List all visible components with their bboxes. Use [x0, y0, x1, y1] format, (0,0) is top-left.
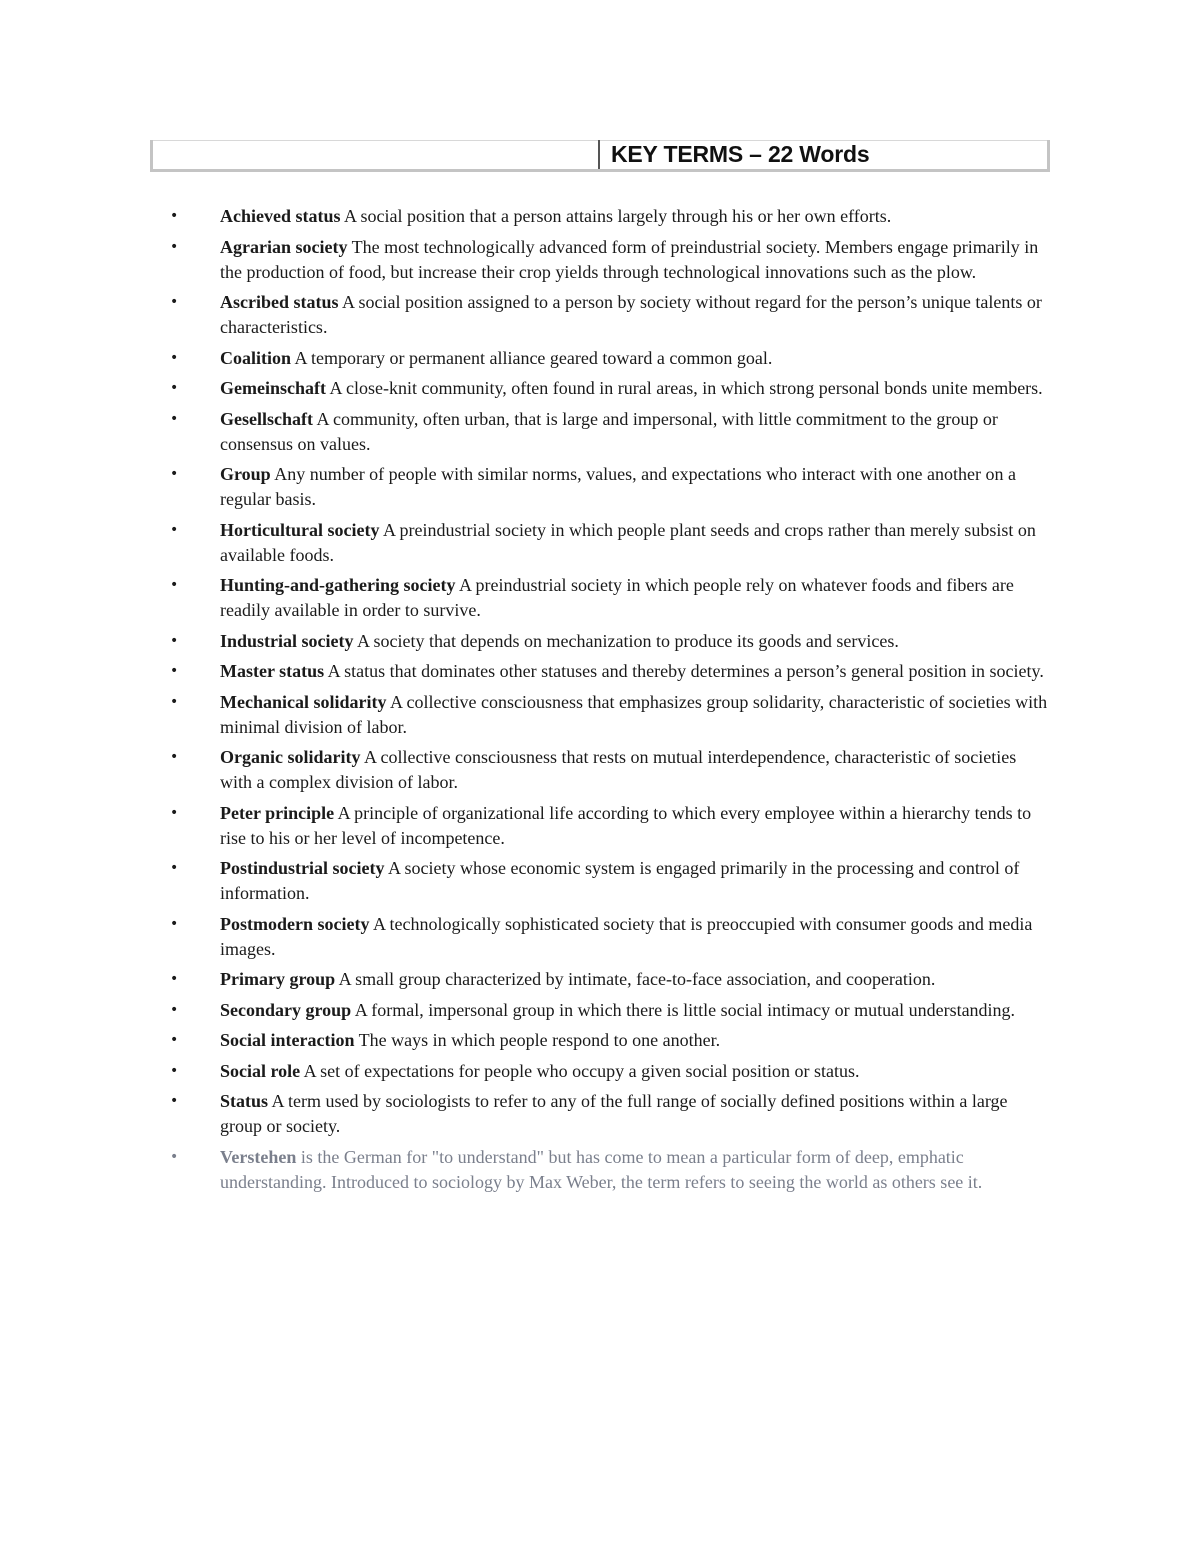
- term-word: Group: [220, 464, 271, 484]
- bullet-icon: •: [170, 632, 179, 649]
- term-word: Social role: [220, 1060, 301, 1081]
- term-word: Peter principle: [220, 802, 335, 823]
- term-definition: A set of expectations for people who occupy a given social position or status.: [303, 1060, 860, 1081]
- term-definition: A principle of organizational life according to which every employee within a hierarchy tends to rise to his or her level of incompetence.: [220, 802, 1032, 848]
- list-item: [0, 407, 1200, 457]
- bullet-icon: •: [170, 1093, 179, 1109]
- bullet-icon: •: [170, 1062, 179, 1079]
- term-definition: A technologically sophisticated society that is preoccupied with consumer goods and media images.: [220, 913, 1033, 959]
- bullet-icon: •: [170, 294, 179, 310]
- term-word: Postmodern society: [220, 913, 370, 934]
- list-item: [0, 745, 1200, 795]
- header-table: [150, 140, 1050, 172]
- term-definition: A society that depends on mechanization to produce its goods and services.: [357, 630, 899, 651]
- term-definition: A social position assigned to a person by society without regard for the person’s unique talents or characteristics.: [220, 292, 1042, 337]
- term-definition: A formal, impersonal group in which there is little social intimacy or mutual understanding.: [354, 999, 1016, 1020]
- list-item: [0, 1059, 1200, 1084]
- term-word: Coalition: [220, 347, 292, 368]
- list-item: [0, 690, 1200, 740]
- term-word: Mechanical solidarity: [220, 691, 387, 712]
- bullet-icon: •: [170, 1148, 179, 1165]
- list-item: [0, 659, 1200, 684]
- bullet-icon: •: [170, 1032, 179, 1048]
- term-definition: A status that dominates other statuses and thereby determines a person’s general position in society.: [327, 661, 1044, 681]
- term-definition: A social position that a person attains largely through his or her own efforts.: [344, 206, 892, 226]
- term-definition: The most technologically advanced form of preindustrial society. Members engage primarily in the production of food, but increase their crop yields through technological innovations such as the plow.: [220, 236, 1039, 282]
- bullet-icon: •: [170, 693, 179, 710]
- term-definition: A term used by sociologists to refer to any of the full range of socially defined positions within a large group or society.: [220, 1091, 1008, 1136]
- term-definition: A small group characterized by intimate, face-to-face association, and cooperation.: [338, 969, 936, 989]
- term-word: Gemeinschaft: [220, 378, 326, 398]
- key-terms-list: [0, 204, 1200, 1200]
- bullet-icon: •: [170, 349, 179, 366]
- list-item: [0, 967, 1200, 992]
- list-item: [0, 998, 1200, 1023]
- bullet-icon: •: [170, 971, 179, 987]
- term-word: Social interaction: [220, 1030, 355, 1050]
- list-item: [0, 912, 1200, 962]
- header-top-border: [150, 140, 1050, 141]
- term-word: Industrial society: [220, 630, 354, 651]
- term-word: Ascribed status: [220, 292, 339, 312]
- list-item: [0, 346, 1200, 371]
- bullet-icon: •: [170, 208, 179, 224]
- header-cell-divider: [598, 140, 600, 169]
- term-definition: A collective consciousness that rests on mutual interdependence, characteristic of societies with a complex division of labor.: [220, 747, 1017, 792]
- list-item: [0, 1089, 1200, 1139]
- list-item: [0, 376, 1200, 401]
- header-right-border: [1047, 140, 1050, 169]
- term-definition: A close-knit community, often found in rural areas, in which strong personal bonds unite members.: [329, 378, 1043, 398]
- term-definition: is the German for "to understand" but has come to mean a particular form of deep, emphatic understanding. Introduced to sociology by Max Weber, the term refers to seeing the world as others see it.: [220, 1146, 983, 1192]
- bullet-icon: •: [170, 749, 179, 765]
- list-item: [0, 290, 1200, 340]
- term-definition: The ways in which people respond to one another.: [358, 1030, 721, 1050]
- term-definition: A collective consciousness that emphasizes group solidarity, characteristic of societies with minimal division of labor.: [220, 691, 1048, 737]
- term-word: Organic solidarity: [220, 747, 361, 767]
- term-word: Horticultural society: [220, 519, 380, 540]
- term-word: Gesellschaft: [220, 408, 313, 429]
- term-word: Primary group: [220, 969, 336, 989]
- bullet-icon: •: [170, 915, 179, 932]
- bullet-icon: •: [170, 521, 179, 538]
- term-definition: A preindustrial society in which people plant seeds and crops rather than merely subsist on available foods.: [220, 519, 1036, 565]
- list-item: [0, 235, 1200, 285]
- bullet-icon: •: [170, 1001, 179, 1018]
- list-item: [0, 518, 1200, 568]
- bullet-icon: •: [170, 380, 179, 396]
- term-word: Status: [220, 1091, 269, 1111]
- term-definition: A society whose economic system is engaged primarily in the processing and control of information.: [220, 858, 1020, 903]
- bullet-icon: •: [170, 238, 179, 255]
- list-item: [0, 629, 1200, 654]
- list-item: [0, 573, 1200, 623]
- page-title: KEY TERMS – 22 Words: [611, 141, 870, 167]
- term-definition: A temporary or permanent alliance geared toward a common goal.: [294, 347, 773, 368]
- list-item: [0, 856, 1200, 906]
- term-word: Hunting-and-gathering society: [220, 575, 456, 595]
- bullet-icon: •: [170, 410, 179, 427]
- term-definition: A preindustrial society in which people rely on whatever foods and fibers are readily available in order to survive.: [220, 575, 1014, 620]
- bullet-icon: •: [170, 577, 179, 593]
- list-item: [0, 1145, 1200, 1195]
- term-word: Secondary group: [220, 999, 352, 1020]
- term-definition: A community, often urban, that is large and impersonal, with little commitment to the group or consensus on values.: [220, 408, 998, 454]
- term-word: Achieved status: [220, 206, 341, 226]
- header-left-border: [150, 140, 153, 169]
- term-word: Master status: [220, 661, 325, 681]
- list-item: [0, 204, 1200, 229]
- term-word: Verstehen: [220, 1146, 297, 1167]
- bullet-icon: •: [170, 466, 179, 482]
- term-word: Agrarian society: [220, 236, 348, 257]
- bullet-icon: •: [170, 804, 179, 821]
- list-item: [0, 801, 1200, 851]
- bullet-icon: •: [170, 860, 179, 876]
- bullet-icon: •: [170, 663, 179, 679]
- list-item: [0, 1028, 1200, 1053]
- term-definition: Any number of people with similar norms, values, and expectations who interact with one another on a regular basis.: [220, 464, 1017, 509]
- term-word: Postindustrial society: [220, 858, 385, 878]
- list-item: [0, 462, 1200, 512]
